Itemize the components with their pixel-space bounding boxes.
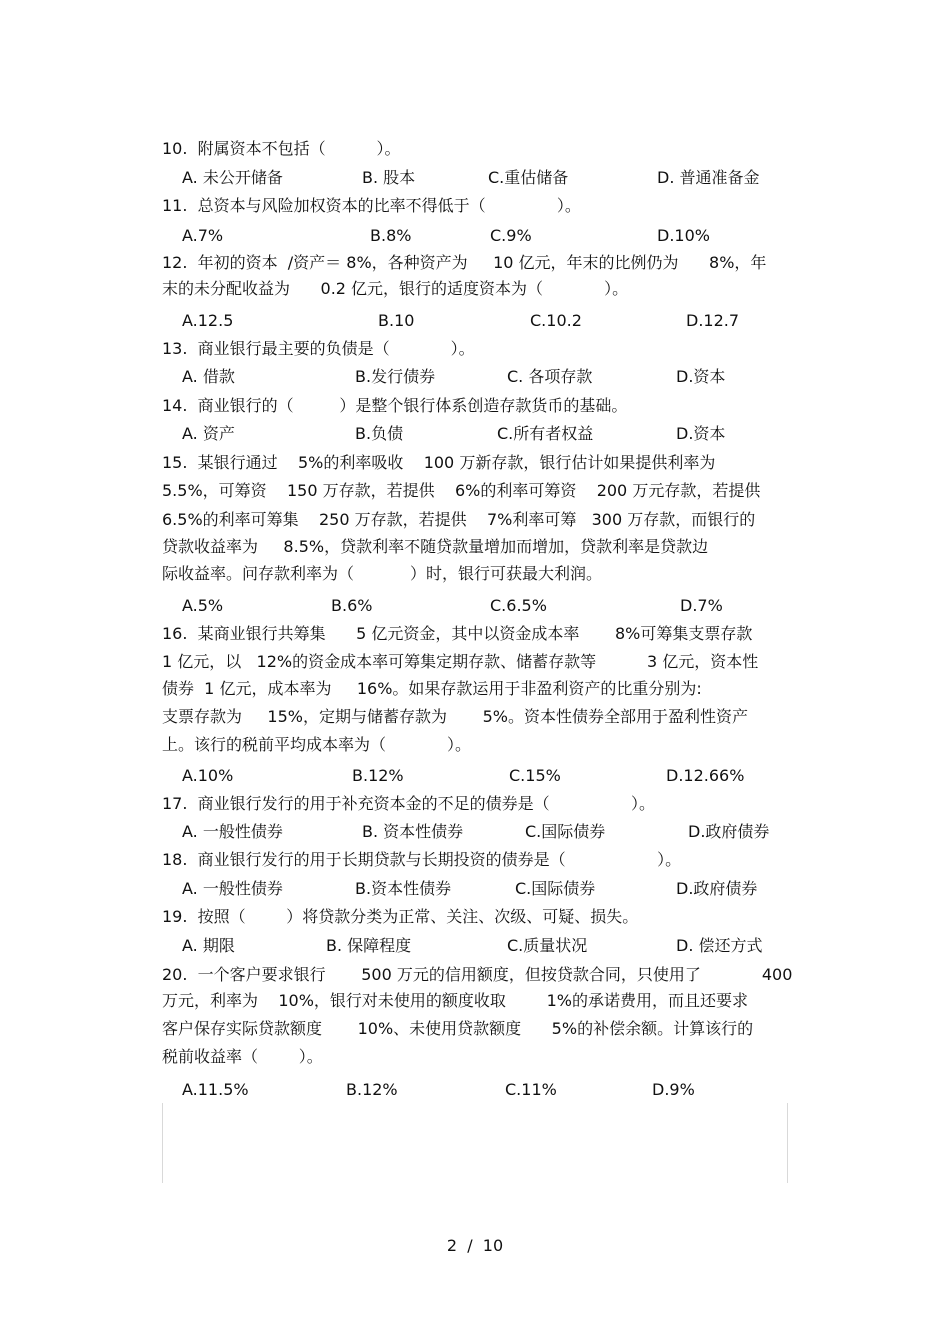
q15-option-d: D.7% [680, 596, 723, 615]
q12-option-c: C.10.2 [530, 311, 582, 330]
q18-option-d: D.政府债券 [676, 879, 758, 898]
q10-option-c: C.重估储备 [488, 168, 569, 187]
q20-option-d: D.9% [652, 1080, 695, 1099]
q14-option-b: B.负债 [355, 424, 404, 443]
question-20-line-4: 税前收益率（ ）。 [162, 1047, 323, 1066]
q10-option-a: A. 未公开储备 [182, 168, 283, 187]
q12-option-b: B.10 [378, 311, 415, 330]
question-14-line-1: 14. 商业银行的（ ）是整个银行体系创造存款货币的基础。 [162, 396, 628, 415]
q18-option-a: A. 一般性债券 [182, 879, 283, 898]
question-16-line-5: 上。该行的税前平均成本率为（ ）。 [162, 735, 472, 754]
q11-option-d: D.10% [657, 226, 710, 245]
page-number: 2 / 10 [446, 1236, 504, 1255]
q16-option-b: B.12% [352, 766, 404, 785]
q16-option-d: D.12.66% [666, 766, 745, 785]
q20-option-a: A.11.5% [182, 1080, 249, 1099]
q19-option-c: C.质量状况 [507, 936, 588, 955]
q14-option-c: C.所有者权益 [497, 424, 594, 443]
q16-option-c: C.15% [509, 766, 561, 785]
q18-option-c: C.国际债券 [515, 879, 596, 898]
question-15-line-2: 5.5%，可筹资 150 万存款，若提供 6%的利率可筹资 200 万元存款，若提供 [162, 481, 761, 500]
question-10-line-1: 10. 附属资本不包括（ ）。 [162, 139, 401, 158]
question-12-line-2: 末的未分配收益为 0.2 亿元，银行的适度资本为（ ）。 [162, 279, 629, 298]
frame-right-border [787, 1103, 788, 1183]
question-17-line-1: 17. 商业银行发行的用于补充资本金的不足的债券是（ ）。 [162, 794, 655, 813]
question-15-line-5: 际收益率。问存款利率为（ ）时，银行可获最大利润。 [162, 564, 602, 583]
q18-option-b: B.资本性债券 [355, 879, 452, 898]
q12-option-a: A.12.5 [182, 311, 234, 330]
q14-option-d: D.资本 [676, 424, 726, 443]
q17-option-d: D.政府债券 [688, 822, 770, 841]
q11-option-c: C.9% [490, 226, 532, 245]
q15-option-c: C.6.5% [490, 596, 547, 615]
q14-option-a: A. 资产 [182, 424, 235, 443]
question-16-line-2: 1 亿元，以 12%的资金成本率可筹集定期存款、储蓄存款等 3 亿元，资本性 [162, 652, 759, 671]
q13-option-c: C. 各项存款 [507, 367, 593, 386]
q13-option-d: D.资本 [676, 367, 726, 386]
q16-option-a: A.10% [182, 766, 234, 785]
question-15-line-3: 6.5%的利率可筹集 250 万存款，若提供 7%利率可筹 300 万存款，而银行的 [162, 510, 756, 529]
q17-option-a: A. 一般性债券 [182, 822, 283, 841]
frame-left-border [162, 1103, 163, 1183]
q19-option-d: D. 偿还方式 [676, 936, 763, 955]
q17-option-c: C.国际债券 [525, 822, 606, 841]
question-11-line-1: 11. 总资本与风险加权资本的比率不得低于（ ）。 [162, 196, 581, 215]
q12-option-d: D.12.7 [686, 311, 740, 330]
question-16-line-4: 支票存款为 15%，定期与储蓄存款为 5%。资本性债券全部用于盈利性资产 [162, 707, 748, 726]
question-20-line-3: 客户保存实际贷款额度 10%、未使用贷款额度 5%的补偿余额。计算该行的 [162, 1019, 754, 1038]
q11-option-b: B.8% [370, 226, 412, 245]
question-13-line-1: 13. 商业银行最主要的负债是（ ）。 [162, 339, 475, 358]
question-16-line-1: 16. 某商业银行共筹集 5 亿元资金，其中以资金成本率 8%可筹集支票存款 [162, 624, 753, 643]
question-16-line-3: 债券 1 亿元，成本率为 16%。如果存款运用于非盈利资产的比重分别为: [162, 679, 702, 698]
q15-option-a: A.5% [182, 596, 224, 615]
question-15-line-4: 贷款收益率为 8.5%，贷款利率不随贷款量增加而增加，贷款利率是贷款边 [162, 537, 709, 556]
q19-option-a: A. 期限 [182, 936, 235, 955]
q19-option-b: B. 保障程度 [326, 936, 412, 955]
q10-option-d: D. 普通准备金 [657, 168, 760, 187]
question-19-line-1: 19. 按照（ ）将贷款分类为正常、关注、次级、可疑、损失。 [162, 907, 639, 926]
q13-option-a: A. 借款 [182, 367, 235, 386]
q13-option-b: B.发行债券 [355, 367, 436, 386]
q15-option-b: B.6% [331, 596, 373, 615]
q20-option-b: B.12% [346, 1080, 398, 1099]
q17-option-b: B. 资本性债券 [362, 822, 464, 841]
question-20-line-1: 20. 一个客户要求银行 500 万元的信用额度，但按贷款合同，只使用了 400 [162, 965, 793, 984]
question-15-line-1: 15. 某银行通过 5%的利率吸收 100 万新存款，银行估计如果提供利率为 [162, 453, 716, 472]
question-12-line-1: 12. 年初的资本 /资产＝ 8%，各种资产为 10 亿元，年末的比例仍为 8%，年 [162, 253, 767, 272]
q10-option-b: B. 股本 [362, 168, 416, 187]
q20-option-c: C.11% [505, 1080, 557, 1099]
question-18-line-1: 18. 商业银行发行的用于长期贷款与长期投资的债券是（ ）。 [162, 850, 682, 869]
q11-option-a: A.7% [182, 226, 224, 245]
question-20-line-2: 万元，利率为 10%，银行对未使用的额度收取 1%的承诺费用，而且还要求 [162, 991, 748, 1010]
